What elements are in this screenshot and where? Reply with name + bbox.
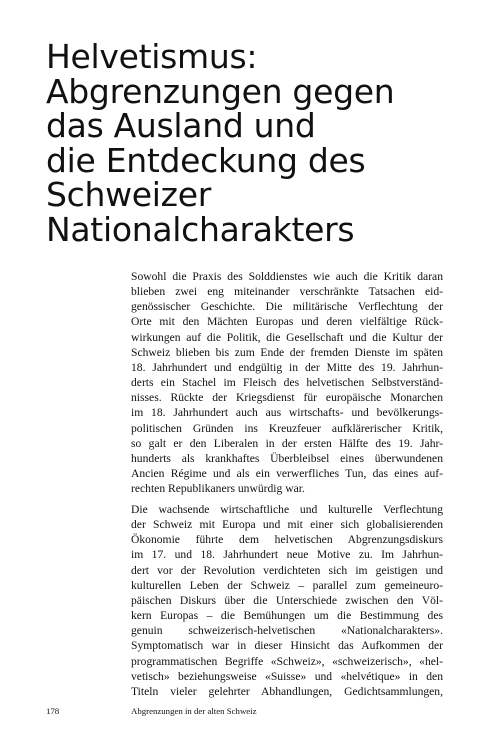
text-line: programmatischen Begriffe «Schweiz», «schweizerisch», «hel- [131, 654, 443, 668]
text-line: Titeln vieler gelehrter Abhandlungen, Gedichtsammlungen, [131, 684, 443, 698]
heading-line: die Entdeckung des [46, 140, 366, 180]
text-line: rechten Republikaners unwürdig war. [131, 482, 305, 496]
text-line: Ancien Régime und als ein verwerfliches Tun, das eines auf- [131, 467, 443, 481]
text-line: nisses. Rückte der Kriegsdienst für europäische Monarchen [131, 391, 443, 405]
text-line: im 18. Jahrhundert auch aus wirtschafts- und bevölkerungs- [131, 406, 443, 420]
text-line: genössischer Geschichte. Die militärische Verflechtung der [131, 300, 443, 314]
text-line: hunderts als krankhaftes Überbleibsel eines überwundenen [131, 451, 443, 465]
text-line: Die wachsende wirtschaftliche und kulturelle Verflechtung [131, 503, 443, 516]
text-line: 18. Jahrhundert und endgültig in der Mitte des 19. Jahrhun- [131, 360, 443, 374]
body-paragraph-2 [131, 502, 443, 699]
text-line: genuin schweizerisch-helvetischen «Nationalcharakters». [131, 624, 443, 638]
text-line: politischen Gründen ins Kreuzfeuer aufklärerischer Kritik, [131, 421, 443, 435]
heading-line: Helvetismus: [46, 37, 258, 76]
text-line: derts ein Stachel im Fleisch des helvetischen Selbstverständ- [131, 376, 443, 390]
heading-line: Nationalcharakters [46, 209, 355, 249]
heading-line: Abgrenzungen gegen [46, 71, 395, 111]
text-line: blieben zwei eng miteinander verschränkte Tatsachen eid- [131, 285, 443, 299]
text-line: Ökonomie führte dem helvetischen Abgrenzungsdiskurs [131, 533, 443, 547]
text-line: wirkungen auf die Politik, die Gesellschaft und die Kultur der [131, 330, 443, 344]
chapter-heading [46, 37, 466, 249]
text-line: kern Europas – die Bemühungen um die Bestimmung des [131, 609, 443, 623]
running-title: Abgrenzungen in der alten Schweiz [131, 706, 257, 716]
text-line: Orte mit den Mächten Europas und deren vielfältige Rück- [131, 315, 443, 329]
text-line: der Schweiz mit Europa und mit einer sich globalisierenden [131, 518, 443, 532]
text-line: vetisch» beziehungsweise «Suisse» und «helvétique» in den [131, 669, 443, 683]
heading-line: das Ausland und [46, 106, 316, 145]
text-line: päischen Diskurs über die Unterschiede zwischen den Völ- [131, 593, 443, 607]
text-line: so galt er den Liberalen in der ersten Hälfte des 19. Jahr- [131, 436, 443, 450]
text-line: Sowohl die Praxis des Solddienstes wie auch die Kritik daran [131, 270, 443, 283]
text-line: Schweiz blieben bis zum Ende der fremden Dienste im späten [131, 345, 443, 359]
text-line: kulturellen Leben der Schweiz – parallel zum gemeineuro- [131, 578, 443, 592]
text-line: dert vor der Revolution verdichteten sich im geistigen und [131, 563, 443, 577]
text-line: im 17. und 18. Jahrhundert neue Motive zu. Im Jahrhun- [131, 548, 443, 562]
text-line: Symptomatisch war in dieser Hinsicht das Aufkommen der [131, 639, 443, 653]
body-paragraph-1 [131, 269, 443, 496]
page-number: 178 [46, 706, 60, 716]
heading-line: Schweizer [46, 175, 211, 214]
